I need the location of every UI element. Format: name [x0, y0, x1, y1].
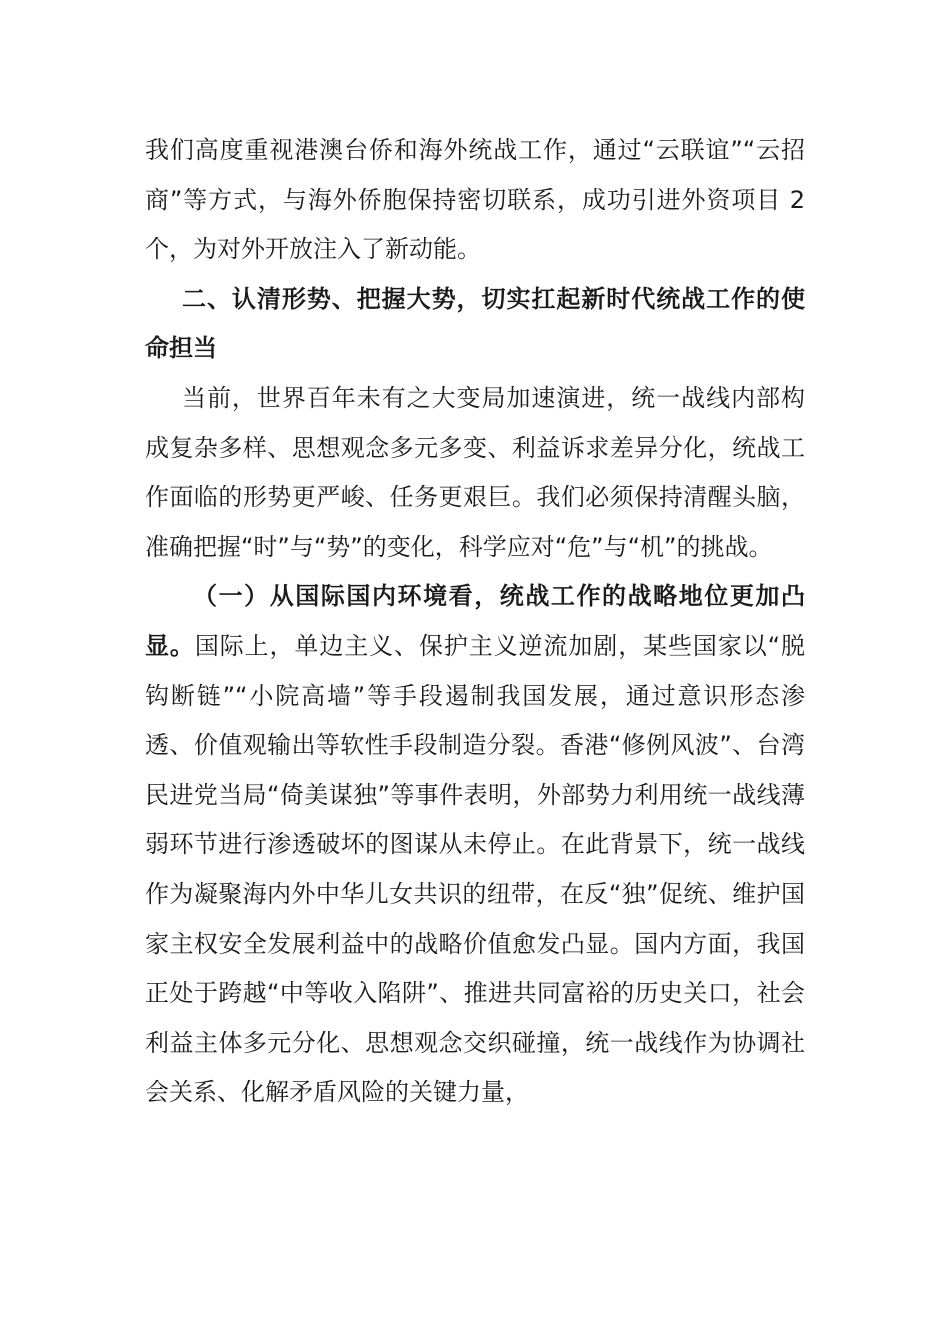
- subsection-body: 国际上，单边主义、保护主义逆流加剧，某些国家以“脱钩断链”“小院高墙”等手段遏制我国发展，通过意识形态渗透、价值观输出等软性手段制造分裂。香港“修例风波”、台湾民进党当局“倚美谋独”等事件表明，外部势力利用统一战线薄弱环节进行渗透破坏的图谋从未停止。在此背景下，统一战线作为凝聚海内外中华儿女共识的纽带，在反“独”促统、维护国家主权安全发展利益中的战略价值愈发凸显。国内方面，我国正处于跨越“中等收入陷阱”、推进共同富裕的历史关口，社会利益主体多元分化、思想观念交织碰撞，统一战线作为协调社会关系、化解矛盾风险的关键力量，: [145, 631, 805, 1107]
- paragraph-continuation: 我们高度重视港澳台侨和海外统战工作，通过“云联谊”“云招商”等方式，与海外侨胞保持密切联系，成功引进外资项目 2 个，为对外开放注入了新动能。: [145, 136, 805, 264]
- section-heading: 二、认清形势、把握大势，切实扛起新时代统战工作的使命担当: [145, 284, 805, 363]
- subsection-lead: （一）从国际国内环境看，统战工作的战略地位更加凸显。: [145, 582, 805, 660]
- paragraph-situation: 当前，世界百年未有之大变局加速演进，统一战线内部构成复杂多样、思想观念多元多变、利益诉求差异分化，统战工作面临的形势更严峻、任务更艰巨。我们必须保持清醒头脑，准确把握“时”与“势”的变化，科学应对“危”与“机”的挑战。: [145, 383, 805, 561]
- paragraph-subsection-one: [145, 572, 805, 1118]
- document-page: [145, 126, 805, 1118]
